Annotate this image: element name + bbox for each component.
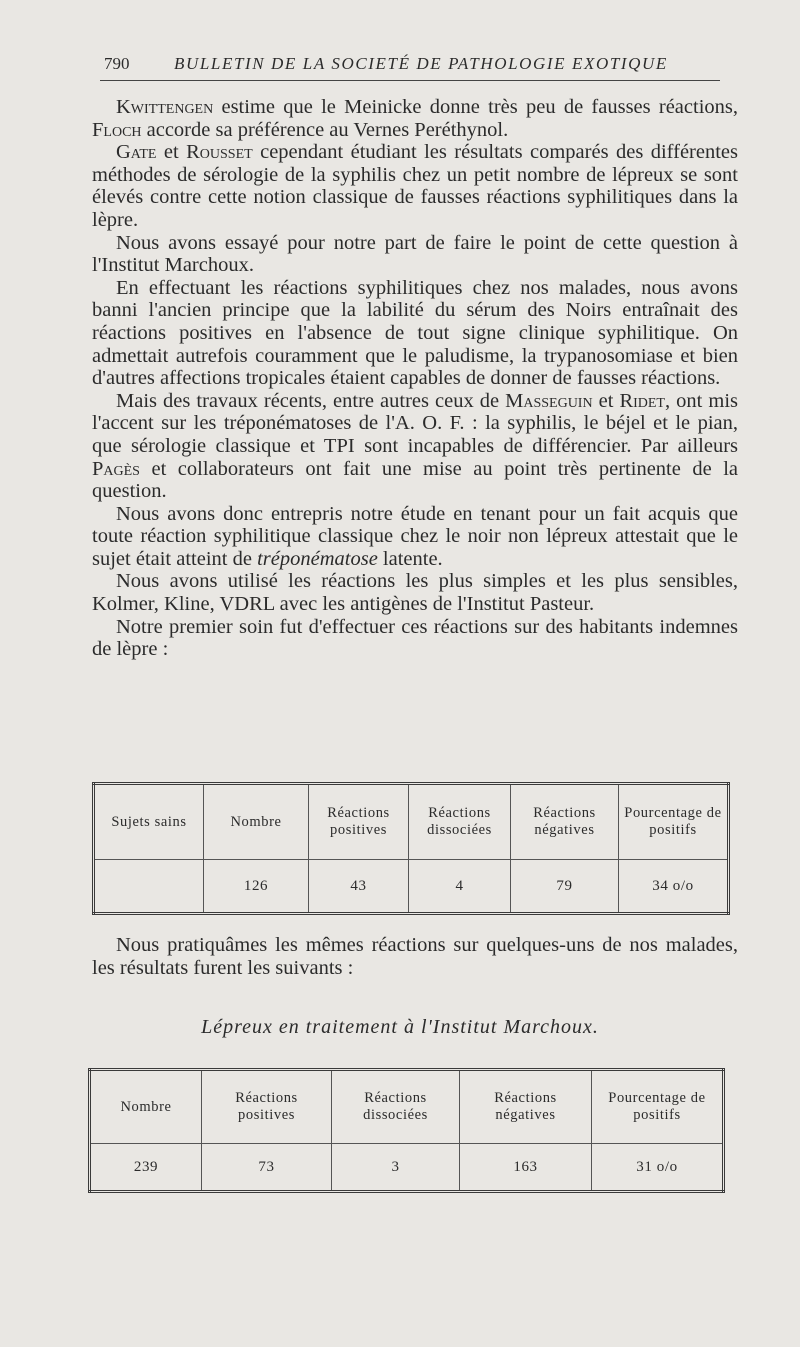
paragraph-2: [92, 141, 738, 231]
paragraph-text: et: [592, 389, 620, 412]
table-cell: 34 o/o: [619, 860, 729, 914]
table-header-cell: Sujets sains: [94, 784, 204, 860]
table-cell: 126: [204, 860, 309, 914]
table-cell: 3: [332, 1144, 460, 1192]
table-header-cell: Réactions positives: [309, 784, 409, 860]
paragraph-text: latente.: [377, 547, 443, 570]
table-header-row: [90, 1070, 724, 1144]
author-name: Floch: [92, 118, 142, 141]
paragraph-text: , ont mis l'accent sur les tréponématoses de l'A. O. F. : la syphilis, le béjel et le pian, que sérologie classique et TPI sont incapables de différencier. Par ailleurs: [92, 389, 738, 457]
table-cell: 4: [409, 860, 511, 914]
table-cell: [94, 860, 204, 914]
author-name: Gate: [116, 141, 157, 164]
paragraph-4: En effectuant les réactions syphilitiques chez nos malades, nous avons banni l'ancien principe que la labilité du sérum des Noirs entraînait des réactions positives en l'absence de tout signe clinique syphilitique. On admettait autrefois couramment que le paludisme, la trypanosomiase et bien d'autres affections tropicales étaient capables de donner de fausses réactions.: [92, 276, 738, 390]
table-header-cell: Réactions dissociées: [332, 1070, 460, 1144]
paragraph-3: Nous avons essayé pour notre part de faire le point de cette question à l'Institut Marchoux.: [92, 231, 738, 277]
paragraph-1: [92, 96, 738, 141]
author-name: Rousset: [186, 141, 253, 164]
page-header: [100, 54, 720, 81]
paragraph-text: cependant étudiant les résultats comparés des différentes méthodes de sérologie de la syphilis chez un petit nombre de lépreux se sont élevés contre cette notion classique de fausses réactions syphilitiques dans la lèpre.: [92, 141, 738, 231]
paragraph-text: et collaborateurs ont fait une mise au point très pertinente de la question.: [92, 457, 738, 503]
table-caption: Lépreux en traitement à l'Institut Marchoux.: [201, 1016, 599, 1038]
table-cell: 31 o/o: [592, 1144, 724, 1192]
page-number: 790: [104, 54, 130, 73]
table-header-cell: Pourcentage de positifs: [619, 784, 729, 860]
table-header-cell: Réactions positives: [202, 1070, 332, 1144]
paragraph-text: Nous avons donc entrepris notre étude en tenant pour un fait acquis que toute réaction syphilitique classique chez le noir non lépreux attestait que le sujet était atteint de: [92, 502, 738, 570]
body-text-continued: [92, 934, 738, 979]
running-title: BULLETIN DE LA SOCIETÉ DE PATHOLOGIE EXOTIQUE: [174, 54, 668, 73]
body-text: [92, 96, 738, 661]
paragraph-6: [92, 503, 738, 571]
paragraph-9: Nous pratiquâmes les mêmes réactions sur quelques-uns de nos malades, les résultats furent les suivants :: [92, 934, 738, 979]
table-cell: 43: [309, 860, 409, 914]
paragraph-text: accorde sa préférence au Vernes Peréthynol.: [141, 118, 509, 141]
table-header-cell: Nombre: [204, 784, 309, 860]
paragraph-text: estime que le Meinicke donne très peu de fausses réactions,: [213, 96, 738, 118]
paragraph-5: [92, 390, 738, 503]
table-row: [94, 860, 729, 914]
author-name: Kwittengen: [116, 96, 214, 118]
table-header-cell: Réactions négatives: [460, 1070, 592, 1144]
table-cell: 73: [202, 1144, 332, 1192]
table-cell: 79: [511, 860, 619, 914]
author-name: Ridet: [619, 389, 665, 412]
table-healthy-subjects: [92, 782, 730, 915]
italic-term: tréponématose: [257, 547, 378, 570]
table-cell: 239: [133, 1158, 159, 1175]
table-lepers-treated: [88, 1068, 725, 1193]
table-header-cell: Pourcentage de positifs: [592, 1070, 724, 1144]
paragraph-7: Nous avons utilisé les réactions les plus simples et les plus sensibles, Kolmer, Kline, VDRL avec les antigènes de l'Institut Pasteur.: [92, 570, 738, 616]
table-header-cell: Nombre: [90, 1070, 202, 1144]
table-header-cell: Réactions négatives: [511, 784, 619, 860]
author-name: Pagès: [92, 457, 140, 480]
table-header-cell: Réactions dissociées: [409, 784, 511, 860]
table-row: [90, 1144, 724, 1192]
paragraph-text: Mais des travaux récents, entre autres ceux de: [116, 389, 506, 412]
paragraph-text: et: [156, 141, 187, 164]
author-name: Masseguin: [505, 389, 593, 412]
table-header-row: [94, 784, 729, 860]
paragraph-8: Notre premier soin fut d'effectuer ces réactions sur des habitants indemnes de lèpre :: [92, 615, 738, 661]
table-cell: 163: [460, 1144, 592, 1192]
